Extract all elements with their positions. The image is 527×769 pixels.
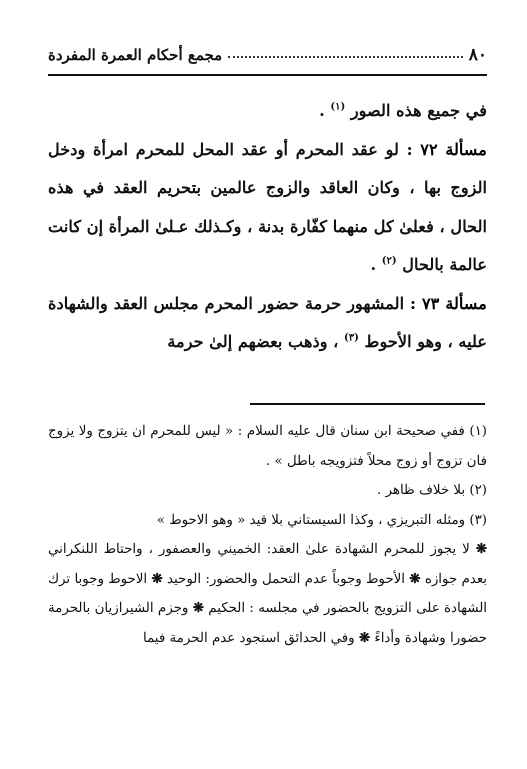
issue-label-72: مسألة ٧٢ : [406,139,487,159]
footnote-2: (٢) بلا خلاف ظاهر . [377,483,487,498]
star-icon: ❋ [475,541,487,557]
footnote-ref-3[interactable]: (٣) [344,332,359,344]
running-header [48,40,487,70]
footnote-3: (٣) ومثله التبريزي ، وكذا السيستاني بلا قيد « وهو الاحوط » [156,512,487,528]
star-icon: ❋ [151,570,163,587]
star-icon: ❋ [409,570,421,587]
header-dotted-leader [228,56,463,58]
issue-label-73: مسألة ٧٣ : [410,293,487,313]
header-rule [48,74,487,76]
footnote-1: (١) ففي صحيحة ابن سنان قال عليه السلام : « ليس للمحرم ان يتزوج ولا يزوج فان تزوج أو زوج محلاً فتزويجه باطل » . [48,424,487,469]
paragraph-issue-72: مسألة ٧٢ : لو عقد المحرم أو عقد المحل للمحرم امرأة ودخل الزوج بها ، وكان العاقد والزوج عالمين بتحريم العقد في هذه الحال ، فعلىٰ كل منهما كفّارة بدنة ، وكـذلك عـلىٰ المرأة إن كانت عالمة بالحال $^{(٢)}$ . [48,139,487,274]
star-icon: ❋ [192,600,204,616]
paragraph-1: في جميع هذه الصور $^{(١)}$ . [319,101,487,120]
footnote-ref-2[interactable]: (٢) [381,255,397,267]
footnote-ref-1[interactable]: (١) [330,101,346,113]
footnote-3-continued: ❋ لا يجوز للمحرم الشهادة علىٰ العقد: الخميني والعصفور ، واحتاط اللنكراني بعدم جوازه ❋ الأحوط وجوباً عدم التحمل والحضور: الوحيد ❋ الاحوط وجوبا ترك الشهادة على التزويج بالحضور في مجلسه : الحكيم ❋ وجزم الشيرازيان بالحرمة حضورا وشهادة وأداءً ❋ وفي الحدائق استجود عدم الحرمة فيما [48,541,488,646]
star-icon: ❋ [358,629,371,646]
footnotes [48,417,487,653]
main-text [48,92,487,362]
footnote-divider [250,403,485,405]
paragraph-issue-73: مسألة ٧٣ : المشهور حرمة حضور المحرم مجلس العقد والشهادة عليه ، وهو الأحوط $^{(٣)}$ ، وذهب بعضهم إلىٰ حرمة [48,293,487,351]
page-number: ٨٠ [468,45,487,65]
book-title: مجمع أحكام العمرة المفردة [48,46,223,64]
